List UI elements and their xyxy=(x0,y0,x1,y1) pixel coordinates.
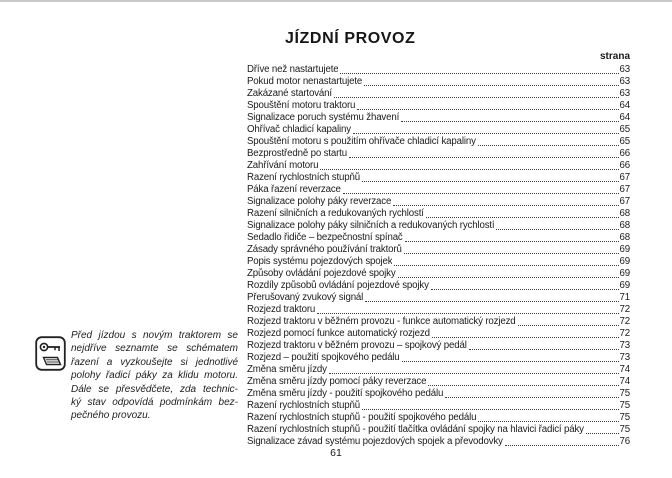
toc-entry xyxy=(247,100,630,112)
toc-entry xyxy=(247,340,630,352)
note-line: pečného provozu. xyxy=(71,410,151,422)
toc-leader-dots xyxy=(496,229,618,230)
toc-entry-page: 72 xyxy=(619,328,630,339)
toc-entry-title: Přerušovaný zvukový signál xyxy=(247,292,364,303)
toc-entry-page: 63 xyxy=(619,88,630,99)
toc-entry xyxy=(247,148,630,160)
toc-entry-title: Pokud motor nenastartujete xyxy=(247,76,363,87)
note-line: ký stav odpovídá podmínkám bez- xyxy=(71,397,238,409)
toc-entry-title: Sedadlo řidiče – bezpečnostní spínač xyxy=(247,232,403,243)
toc-entry-title: Způsoby ovládání pojezdové spojky xyxy=(247,268,396,279)
toc-entry-page: 63 xyxy=(619,64,630,75)
toc-entry-title: Rozdíly způsobů ovládání pojezdové spojky xyxy=(247,280,429,291)
toc-entry-title: Rozjezd traktoru v běžném provozu – spojkový pedál xyxy=(247,340,467,351)
toc-entry-title: Rozjezd traktoru xyxy=(247,304,316,315)
toc-entry-title: Rozjezd – použití spojkového pedálu xyxy=(247,352,400,363)
toc-entry-title: Řazení rychlostních stupňů xyxy=(247,172,360,183)
toc-entry xyxy=(247,412,630,424)
toc-entry-title: Řazení rychlostních stupňů - použití spojkového pedálu xyxy=(247,412,477,423)
toc-entry xyxy=(247,400,630,412)
toc-entry-page: 69 xyxy=(619,280,630,291)
toc-entry-page: 69 xyxy=(619,256,630,267)
toc-entry-page: 74 xyxy=(619,364,630,375)
toc-leader-dots xyxy=(445,397,618,398)
toc-entry-page: 67 xyxy=(619,172,630,183)
note-line: Dále se přesvědčete, zda technic- xyxy=(71,383,238,395)
toc-entry xyxy=(247,256,630,268)
key-and-manual-icon xyxy=(35,336,66,371)
toc-entry xyxy=(247,244,630,256)
toc-entry-title: Páka řazení reverzace xyxy=(247,184,341,195)
page-top-edge xyxy=(0,0,672,2)
toc-entry-title: Řazení rychlostních stupňů - použití tlačítka ovládání spojky na hlavici řadicí páky xyxy=(247,424,584,435)
toc-entry-title: Změna směru jízdy - použití spojkového pedálu xyxy=(247,388,444,399)
toc-entry-page: 68 xyxy=(619,208,630,219)
toc-leader-dots xyxy=(505,445,619,446)
toc-entry-page: 68 xyxy=(619,220,630,231)
toc-leader-dots xyxy=(402,361,619,362)
toc-entry-page: 63 xyxy=(619,76,630,87)
toc-entry-page: 66 xyxy=(619,148,630,159)
toc-entry xyxy=(247,316,630,328)
toc-leader-dots xyxy=(469,349,619,350)
toc-leader-dots xyxy=(404,253,619,254)
toc-entry-page: 75 xyxy=(619,424,630,435)
toc-leader-dots xyxy=(353,133,619,134)
toc-entry-title: Ohřívač chladicí kapaliny xyxy=(247,124,351,135)
toc-leader-dots xyxy=(393,205,618,206)
page-number: 61 xyxy=(330,447,342,459)
toc-leader-dots xyxy=(334,97,619,98)
toc-entry xyxy=(247,376,630,388)
note-line: polohy řadicí páky za klidu motoru. xyxy=(71,370,238,382)
toc-entry xyxy=(247,268,630,280)
page-column-header: strana xyxy=(599,51,630,62)
toc-entry xyxy=(247,208,630,220)
toc-entry-title: Zásady správného používání traktorů xyxy=(247,244,402,255)
toc-entry xyxy=(247,388,630,400)
toc-entry-page: 75 xyxy=(619,400,630,411)
toc-entry-title: Signalizace poruch systému žhavení xyxy=(247,112,400,123)
toc-entry xyxy=(247,172,630,184)
toc-entry-title: Rozjezd traktoru v běžném provozu - funkce automatický rozjezd xyxy=(247,316,516,327)
toc-entry xyxy=(247,364,630,376)
table-of-contents xyxy=(247,64,630,448)
toc-leader-dots xyxy=(349,157,619,158)
toc-entry-title: Bezprostředně po startu xyxy=(247,148,347,159)
toc-leader-dots xyxy=(364,85,618,86)
toc-entry xyxy=(247,304,630,316)
toc-leader-dots xyxy=(340,73,618,74)
toc-entry-page: 71 xyxy=(619,292,630,303)
toc-entry-title: Signalizace polohy páky silničních a redukovaných rychlostí xyxy=(247,220,495,231)
note-line: nejdříve seznamte se schématem xyxy=(71,343,238,355)
toc-entry-page: 67 xyxy=(619,184,630,195)
toc-leader-dots xyxy=(329,373,619,374)
toc-leader-dots xyxy=(478,145,619,146)
toc-entry-page: 64 xyxy=(619,100,630,111)
toc-leader-dots xyxy=(394,265,618,266)
page-title: JÍZDNÍ PROVOZ xyxy=(285,30,416,47)
toc-leader-dots xyxy=(398,277,619,278)
toc-entry xyxy=(247,184,630,196)
toc-leader-dots xyxy=(362,181,619,182)
toc-leader-dots xyxy=(317,313,618,314)
toc-entry-title: Signalizace polohy páky reverzace xyxy=(247,196,392,207)
toc-entry-title: Řazení rychlostních stupňů xyxy=(247,400,360,411)
toc-entry xyxy=(247,196,630,208)
toc-leader-dots xyxy=(426,217,619,218)
toc-entry xyxy=(247,292,630,304)
toc-entry-page: 69 xyxy=(619,244,630,255)
toc-entry-title: Zahřívání motoru xyxy=(247,160,319,171)
toc-entry-page: 72 xyxy=(619,316,630,327)
toc-entry-page: 75 xyxy=(619,412,630,423)
note-line: řazení a vyzkoušejte si jednotlivé xyxy=(71,356,238,368)
toc-entry xyxy=(247,424,630,436)
toc-leader-dots xyxy=(428,385,618,386)
toc-entry-page: 67 xyxy=(619,196,630,207)
note-line: Před jízdou s novým traktorem se xyxy=(71,330,238,341)
toc-entry-page: 73 xyxy=(619,340,630,351)
toc-entry xyxy=(247,88,630,100)
toc-entry-page: 65 xyxy=(619,136,630,147)
toc-entry-page: 73 xyxy=(619,352,630,363)
toc-entry-title: Spouštění motoru traktoru xyxy=(247,100,356,111)
toc-entry xyxy=(247,352,630,364)
toc-entry-page: 74 xyxy=(619,376,630,387)
toc-entry xyxy=(247,76,630,88)
toc-entry-title: Řazení silničních a redukovaných rychlostí xyxy=(247,208,424,219)
toc-leader-dots xyxy=(431,289,619,290)
toc-leader-dots xyxy=(432,337,619,338)
toc-entry-page: 68 xyxy=(619,232,630,243)
toc-entry-title: Změna směru jízdy pomocí páky reverzace xyxy=(247,376,427,387)
toc-entry-page: 75 xyxy=(619,388,630,399)
toc-entry-title: Popis systému pojezdových spojek xyxy=(247,256,393,267)
toc-entry xyxy=(247,280,630,292)
toc-entry xyxy=(247,220,630,232)
note-text xyxy=(71,329,238,423)
toc-leader-dots xyxy=(357,109,618,110)
toc-entry-title: Zakázané startování xyxy=(247,88,332,99)
toc-entry-title: Dříve než nastartujete xyxy=(247,64,339,75)
toc-leader-dots xyxy=(405,241,619,242)
toc-leader-dots xyxy=(362,409,619,410)
toc-leader-dots xyxy=(478,421,618,422)
toc-leader-dots xyxy=(518,325,619,326)
toc-leader-dots xyxy=(401,121,618,122)
toc-entry xyxy=(247,232,630,244)
toc-leader-dots xyxy=(343,193,619,194)
toc-entry-title: Spouštění motoru s použitím ohřívače chladicí kapaliny xyxy=(247,136,476,147)
toc-entry-title: Rozjezd pomocí funkce automatický rozjezd xyxy=(247,328,430,339)
toc-entry xyxy=(247,160,630,172)
toc-entry-page: 66 xyxy=(619,160,630,171)
toc-entry xyxy=(247,328,630,340)
toc-entry xyxy=(247,136,630,148)
toc-entry-title: Změna směru jízdy xyxy=(247,364,327,375)
toc-entry-page: 64 xyxy=(619,112,630,123)
toc-entry-page: 69 xyxy=(619,268,630,279)
toc-entry-page: 72 xyxy=(619,304,630,315)
toc-entry xyxy=(247,64,630,76)
toc-entry-title: Signalizace závad systému pojezdových spojek a převodovky xyxy=(247,436,503,447)
toc-entry-page: 65 xyxy=(619,124,630,135)
toc-entry-page: 76 xyxy=(619,436,630,447)
toc-leader-dots xyxy=(320,169,618,170)
toc-leader-dots xyxy=(586,433,619,434)
toc-entry xyxy=(247,112,630,124)
toc-entry xyxy=(247,124,630,136)
toc-leader-dots xyxy=(365,301,618,302)
